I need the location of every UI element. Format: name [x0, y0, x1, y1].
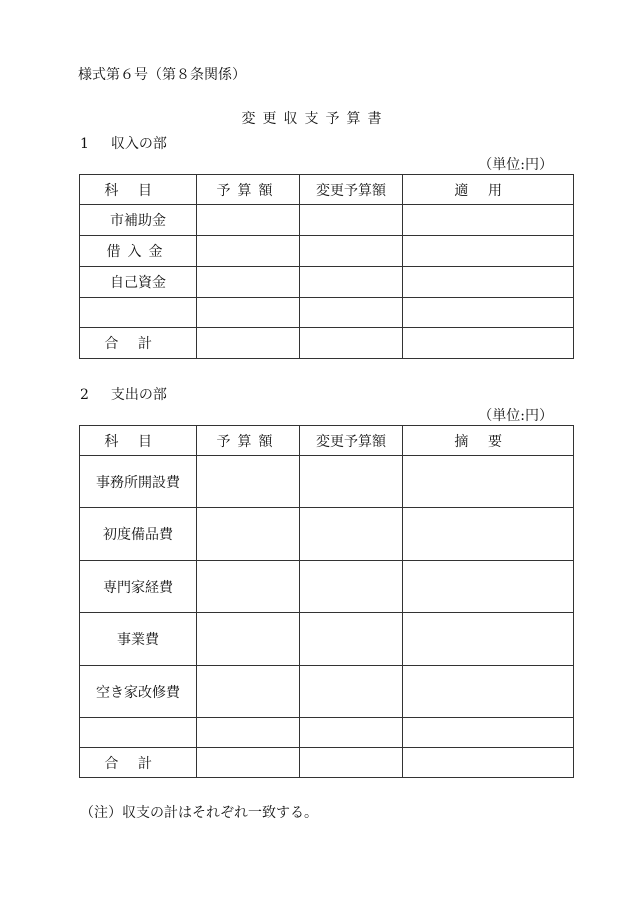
page-title: 変更収支予算書 — [241, 111, 389, 127]
income-total-budget-cell — [197, 328, 300, 359]
income-total-row — [80, 328, 574, 359]
expense-row-budget-cell — [197, 613, 300, 666]
income-unit-label: （単位:円） — [478, 157, 553, 173]
expense-row-subject: 初度備品費 — [80, 508, 197, 561]
income-header-budget: 予算額 — [197, 175, 300, 205]
income-row-remarks-cell — [403, 205, 574, 236]
expense-header-remarks: 摘要 — [403, 426, 574, 456]
expense-unit-label: （単位:円） — [478, 408, 553, 424]
income-row-budget-cell — [197, 236, 300, 267]
expense-table — [79, 425, 574, 778]
expense-row-budget-cell — [197, 666, 300, 718]
expense-row — [80, 718, 574, 748]
income-total-revised-cell — [300, 328, 403, 359]
expense-header-budget: 予算額 — [197, 426, 300, 456]
expense-row-revised-cell — [300, 718, 403, 748]
expense-header-row — [80, 426, 574, 456]
expense-section-heading — [80, 384, 167, 404]
expense-row-remarks-cell — [403, 613, 574, 666]
expense-row-remarks-cell — [403, 508, 574, 561]
income-header-remarks: 適用 — [403, 175, 574, 205]
expense-row-revised-cell — [300, 613, 403, 666]
expense-section-title: 支出の部 — [110, 387, 167, 403]
income-row-revised-cell — [300, 205, 403, 236]
expense-row-budget-cell — [197, 718, 300, 748]
expense-header-subject: 科目 — [80, 426, 197, 456]
expense-row — [80, 561, 574, 613]
expense-row — [80, 666, 574, 718]
expense-row-revised-cell — [300, 508, 403, 561]
income-row-revised-cell — [300, 267, 403, 298]
expense-row-remarks-cell — [403, 561, 574, 613]
income-header-revised-budget: 変更予算額 — [300, 175, 403, 205]
expense-row-remarks-cell — [403, 666, 574, 718]
expense-row-subject: 空き家改修費 — [80, 666, 197, 718]
income-total-remarks-cell — [403, 328, 574, 359]
form-number-label: 様式第６号（第８条関係） — [78, 67, 246, 83]
expense-row — [80, 508, 574, 561]
income-row-budget-cell — [197, 267, 300, 298]
expense-total-row — [80, 748, 574, 778]
income-section-number: 1 — [80, 136, 89, 152]
income-table — [79, 174, 574, 359]
income-row-subject: 市補助金 — [80, 205, 197, 236]
expense-row — [80, 613, 574, 666]
income-header-row — [80, 175, 574, 205]
income-row-budget-cell — [197, 298, 300, 328]
expense-row-budget-cell — [197, 508, 300, 561]
expense-total-label: 合計 — [80, 748, 197, 778]
expense-row-subject: 専門家経費 — [80, 561, 197, 613]
income-row-revised-cell — [300, 298, 403, 328]
expense-row-revised-cell — [300, 561, 403, 613]
income-row-remarks-cell — [403, 298, 574, 328]
income-row-subject: 自己資金 — [80, 267, 197, 298]
expense-row — [80, 456, 574, 508]
expense-header-revised-budget: 変更予算額 — [300, 426, 403, 456]
expense-row-remarks-cell — [403, 718, 574, 748]
expense-total-remarks-cell — [403, 748, 574, 778]
income-row-remarks-cell — [403, 236, 574, 267]
income-section-title: 収入の部 — [110, 136, 167, 152]
income-row — [80, 298, 574, 328]
income-row — [80, 267, 574, 298]
expense-row-budget-cell — [197, 456, 300, 508]
income-section-heading — [80, 133, 167, 153]
expense-row-revised-cell — [300, 456, 403, 508]
expense-row-revised-cell — [300, 666, 403, 718]
income-total-label: 合計 — [80, 328, 197, 359]
expense-total-budget-cell — [197, 748, 300, 778]
expense-row-subject — [80, 718, 197, 748]
income-row — [80, 236, 574, 267]
expense-row-subject: 事務所開設費 — [80, 456, 197, 508]
income-row-subject — [80, 298, 197, 328]
expense-row-subject: 事業費 — [80, 613, 197, 666]
income-row-budget-cell — [197, 205, 300, 236]
income-row — [80, 205, 574, 236]
income-row-revised-cell — [300, 236, 403, 267]
expense-section-number: 2 — [80, 387, 89, 403]
income-row-remarks-cell — [403, 267, 574, 298]
income-row-subject: 借入金 — [80, 236, 197, 267]
income-header-subject: 科目 — [80, 175, 197, 205]
footnote: （注）収支の計はそれぞれ一致する。 — [80, 805, 318, 821]
expense-row-budget-cell — [197, 561, 300, 613]
expense-total-revised-cell — [300, 748, 403, 778]
expense-row-remarks-cell — [403, 456, 574, 508]
